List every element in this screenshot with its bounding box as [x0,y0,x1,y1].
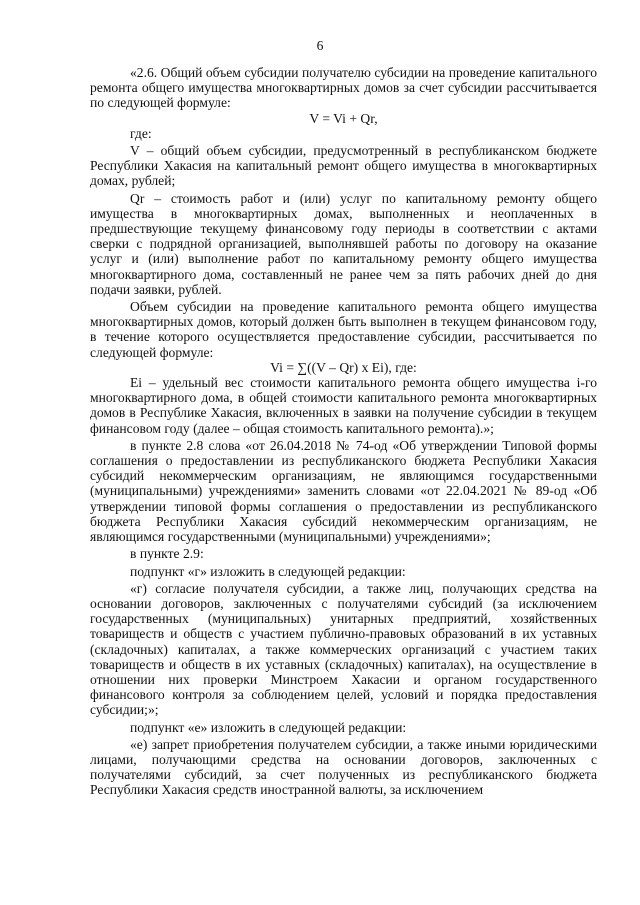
paragraph-volume-current-year: Объем субсидии на проведение капитального ремонта общего имущества многоквартирных домов, который должен быть выполнен в текущем финансовом году, в течение которого осуществляется предоставление субсидии, рассчитывается по следующей формуле: [90,299,597,360]
paragraph-subpoint-e-heading: подпункт «е» изложить в следующей редакции: [130,719,407,735]
paragraph-v-definition: V – общий объем субсидии, предусмотренный в республиканском бюджете Республики Хакасия на капитальный ремонт общего имущества в многоквартирных домах, рублей; [90,143,597,189]
formula-vi: Vi = ∑((V – Qr) x Ei), где: [270,359,417,375]
paragraph-subpoint-g-heading: подпункт «г» изложить в следующей редакции: [130,563,406,579]
paragraph-where: где: [130,125,152,141]
paragraph-2-6-intro: «2.6. Общий объем субсидии получателю субсидии на проведение капитального ремонта общего имущества многоквартирных домов за счет субсидии рассчитывается по следующей формуле: [90,65,597,111]
page-number: 6 [316,38,324,53]
paragraph-qr-definition: Qr – стоимость работ и (или) услуг по капитальному ремонту общего имущества в многоквартирных домах, выполненных и неоплаченных в предшествующие текущему финансовому году периоды в соответствии с актами сверки с подрядной организацией, выполнявшей работы по договору на оказание услуг и (или) выполнение работ по капитальному ремонту общего имущества многоквартирного дома, составленный не ранее чем за пять рабочих дней до дня подачи заявки, рублей. [90,190,597,297]
paragraph-ei-definition: Ei – удельный вес стоимости капитального ремонта общего имущества i-го многоквартирного дома, в общей стоимости капитального ремонта многоквартирных домов в Республике Хакасия, включенных в заявки на получение субсидии в текущем финансовом году (далее – общая стоимость капитального ремонта).»; [90,375,597,436]
paragraph-2-9-heading: в пункте 2.9: [130,546,204,562]
paragraph-2-8-amendment: в пункте 2.8 слова «от 26.04.2018 № 74-од «Об утверждении Типовой формы соглашения о предоставлении из республиканского бюджета Республики Хакасия субсидий некоммерческим организациям, не являющимся государственными (муниципальными) учреждениями» заменить словами «от 22.04.2021 № 89-од «Об утверждении типовой формы соглашения о предоставлении из республиканского бюджета Республики Хакасия субсидий некоммерческим организациям, не являющимся государственными (муниципальными) учреждениями»; [90,437,597,545]
document-body [90,65,597,798]
paragraph-subpoint-e-text: «е) запрет приобретения получателем субсидии, а также иными юридическими лицами, получающими средства на основании договоров, заключенных с получателями субсидий, за счет полученных из республиканского бюджета Республики Хакасия средств иностранной валюты, за исключением [90,736,597,798]
paragraph-subpoint-g-text: «г) согласие получателя субсидии, а также лиц, получающих средства на основании договоров, заключенных с получателями субсидий (за исключением государственных (муниципальных) унитарных предприятий, хозяйственных товариществ и обществ с участием публично-правовых образований в их уставных (складочных) капиталах, а также коммерческих организаций с участием таких товариществ и обществ в их уставных (складочных) капиталах), на осуществление в отношении них проверки Минстроем Хакасии и органом государственного финансового контроля за соблюдением целей, условий и порядка предоставления субсидии;»; [90,580,597,718]
formula-v: V = Vi + Qr, [309,110,378,126]
